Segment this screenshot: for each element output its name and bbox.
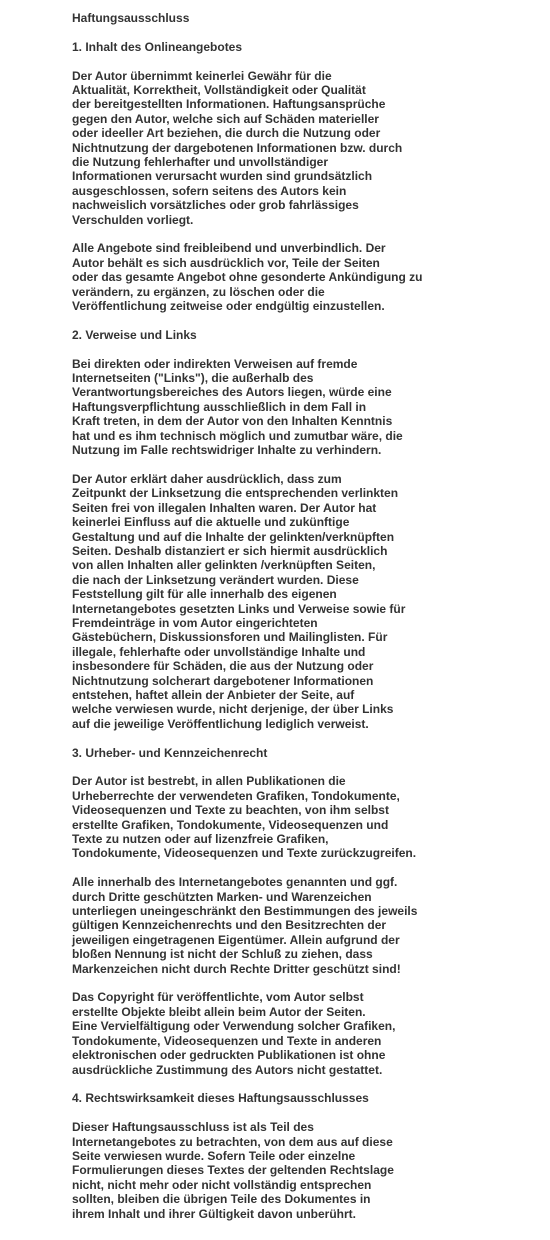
section-1-paragraph-1: Der Autor übernimmt keinerlei Gewähr für die Aktualität, Korrektheit, Vollständigkeit oder Qualität der bereitgestellten Informationen. Haftungsansprüche gegen den Autor, welche sich auf Schäden materieller oder ideeller Art beziehen, die durch die Nutzung oder Nichtnutzung der dargebotenen Informationen bzw. durch die Nutzung fehlerhafter und unvollständiger Informationen verursacht wurden sind grundsätzlich ausgeschlossen, sofern seitens des Autors kein nachweislich vorsätzliches oder grob fahrlässiges Verschulden vorliegt. xyxy=(72,68,403,227)
section-3-paragraph-2: Alle innerhalb des Internetangebotes genannten und ggf. durch Dritte geschützten Marken- und Warenzeichen unterliegen uneingeschränkt den Bestimmungen des jeweils gültigen Kennzeichenrechts und den Besitzrechten der jeweiligen eingetragenen Eigentümer. Allein aufgrund der bloßen Nennung ist nicht der Schluß zu ziehen, dass Markenzeichen nicht durch Rechte Dritter geschützt sind! xyxy=(72,875,418,976)
disclaimer-document xyxy=(72,11,542,1235)
section-3-paragraph-1: Der Autor ist bestrebt, in allen Publikationen die Urheberrechte der verwendeten Grafiken, Tondokumente, Videosequenzen und Texte zu beachten, von ihm selbst erstellte Grafiken, Tondokumente, Videosequenzen und Texte zu nutzen oder auf lizenzfreie Grafiken, Tondokumente, Videosequenzen und Texte zurückzugreifen. xyxy=(72,774,417,861)
section-2-paragraph-1: Bei direkten oder indirekten Verweisen auf fremde Internetseiten ("Links"), die außerhalb des Verantwortungsbereiches des Autors liegen, würde eine Haftungsverpflichtung ausschließlich in dem Fall in Kraft treten, in dem der Autor von den Inhalten Kenntnis hat und es ihm technisch möglich und zumutbar wäre, die Nutzung im Falle rechtswidriger Inhalte zu verhindern. xyxy=(72,356,403,458)
section-2-heading: 2. Verweise und Links xyxy=(72,327,197,342)
section-1-paragraph-2: Alle Angebote sind freibleibend und unverbindlich. Der Autor behält es sich ausdrücklich vor, Teile der Seiten oder das gesamte Angebot ohne gesonderte Ankündigung zu verändern, zu ergänzen, zu löschen oder die Veröffentlichung zeitweise oder endgültig einzustellen. xyxy=(72,241,423,314)
section-4-paragraph-1: Dieser Haftungsausschluss ist als Teil des Internetangebotes zu betrachten, von dem aus auf diese Seite verwiesen wurde. Sofern Teile oder einzelne Formulierungen dieses Textes der geltenden Rechtslage nicht, nicht mehr oder nicht vollständig entsprechen sollten, bleiben die übrigen Teile des Dokumentes in ihrem Inhalt und ihrer Gültigkeit davon unberührt. xyxy=(72,1120,394,1221)
section-3-heading: 3. Urheber- und Kennzeichenrecht xyxy=(72,745,268,760)
section-1-heading: 1. Inhalt des Onlineangebotes xyxy=(72,39,243,54)
document-title: Haftungsausschluss xyxy=(72,11,190,25)
section-2-paragraph-2: Der Autor erklärt daher ausdrücklich, dass zum Zeitpunkt der Linksetzung die entsprechenden verlinkten Seiten frei von illegalen Inhalten waren. Der Autor hat keinerlei Einfluss auf die aktuelle und zukünftige Gestaltung und auf die Inhalte der gelinkten/verknüpften Seiten. Deshalb distanziert er sich hiermit ausdrücklich von allen Inhalten aller gelinkten /verknüpften Seiten, die nach der Linksetzung verändert wurden. Diese Feststellung gilt für alle innerhalb des eigenen Internetangebotes gesetzten Links und Verweise sowie für Fremdeinträge in vom Autor eingerichteten Gästebüchern, Diskussionsforen und Mailinglisten. Für illegale, fehlerhafte oder unvollständige Inhalte und insbesondere für Schäden, die aus der Nutzung oder Nichtnutzung solcherart dargebotener Informationen entstehen, haftet allein der Anbieter der Seite, auf welche verwiesen wurde, nicht derjenige, der über Links auf die jeweilige Veröffentlichung lediglich verweist. xyxy=(72,471,406,731)
section-3-paragraph-3: Das Copyright für veröffentlichte, vom Autor selbst erstellte Objekte bleibt allein beim Autor der Seiten. Eine Vervielfältigung oder Verwendung solcher Grafiken, Tondokumente, Videosequenzen und Texte in anderen elektronischen oder gedruckten Publikationen ist ohne ausdrückliche Zustimmung des Autors nicht gestattet. xyxy=(72,990,396,1077)
section-4-heading: 4. Rechtswirksamkeit dieses Haftungsausschlusses xyxy=(72,1091,369,1106)
